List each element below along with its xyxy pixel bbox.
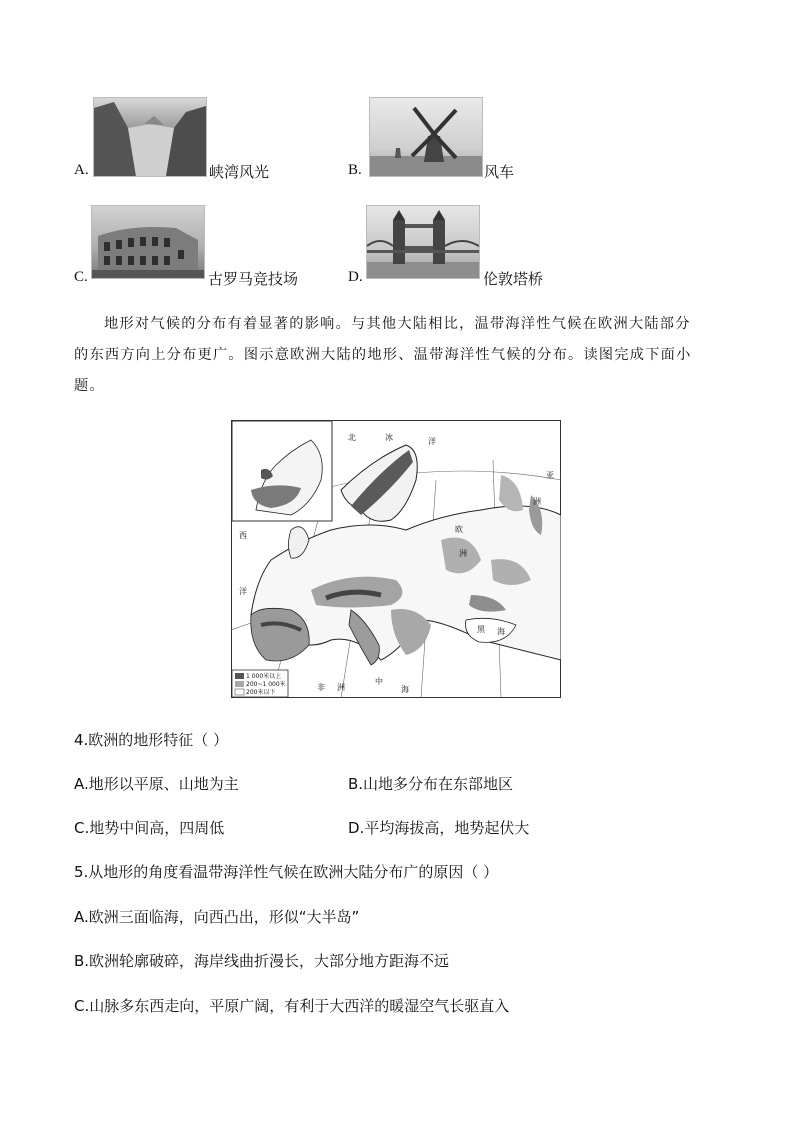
map-label-atlantic-1: 西 [239, 531, 247, 540]
passage [74, 309, 724, 409]
map-label-asia-2: 洲 [533, 497, 541, 506]
q4-option-b: B.山地多分布在东部地区 [348, 775, 514, 793]
option-a-caption: 峡湾风光 [209, 163, 270, 181]
option-a-letter: A. [74, 162, 89, 178]
legend-high: 1 000米以上 [246, 673, 282, 680]
q4-stem: 4.欧洲的地形特征（ ） [74, 731, 229, 749]
option-c-letter: C. [74, 269, 88, 285]
map-label-africa-1: 非 [317, 683, 325, 692]
legend-low: 200米以下 [246, 689, 276, 696]
map-label-africa-2: 洲 [337, 683, 345, 692]
q5-option-b: B.欧洲轮廓破碎，海岸线曲折漫长，大部分地方距海不远 [74, 952, 450, 970]
map-label-arctic-1: 北 [348, 433, 356, 442]
q5-option-c: C.山脉多东西走向，平原广阔，有利于大西洋的暖湿空气长驱直入 [74, 997, 510, 1015]
map-label-arctic-3: 洋 [428, 437, 436, 446]
q5-stem: 5.从地形的角度看温带海洋性气候在欧洲大陆分布广的原因（ ） [74, 863, 499, 881]
fjord-photo [93, 97, 207, 177]
option-c-caption: 古罗马竞技场 [208, 270, 299, 288]
legend-mid: 200~1 000米 [246, 681, 286, 688]
tower-bridge-photo [366, 205, 480, 279]
passage-line-3: 题。 [74, 378, 105, 394]
q4-option-c: C.地势中间高，四周低 [74, 819, 225, 837]
map-label-arctic-2: 冰 [385, 433, 393, 442]
option-d-caption: 伦敦塔桥 [483, 270, 544, 288]
map-label-med: 中 [375, 677, 383, 686]
map-label-europe-1: 欧 [455, 525, 463, 534]
windmill-photo [369, 97, 483, 177]
option-b-caption: 风车 [484, 163, 515, 181]
europe-terrain-map [231, 420, 561, 698]
option-b-letter: B. [348, 162, 362, 178]
map-label-black-sea-1: 黑 [477, 625, 485, 634]
colosseum-photo [91, 205, 205, 279]
map-label-asia-1: 亚 [546, 471, 554, 480]
map-label-europe-2: 洲 [459, 549, 467, 558]
map-label-atlantic-2: 洋 [239, 587, 247, 596]
passage-line-1: 地形对气候的分布有着显著的影响。与其他大陆相比，温带海洋性气候在欧洲大陆部分 [104, 316, 691, 332]
map-label-black-sea-2: 海 [497, 627, 505, 636]
q5-option-a: A.欧洲三面临海，向西凸出，形似“大半岛” [74, 908, 360, 926]
map-label-med-2: 海 [401, 685, 409, 694]
q4-option-d: D.平均海拔高，地势起伏大 [348, 819, 530, 837]
option-d-letter: D. [348, 269, 363, 285]
q4-option-a: A.地形以平原、山地为主 [74, 775, 239, 793]
passage-line-2: 的东西方向上分布更广。图示意欧洲大陆的地形、温带海洋性气候的分布。读图完成下面小 [74, 347, 692, 363]
